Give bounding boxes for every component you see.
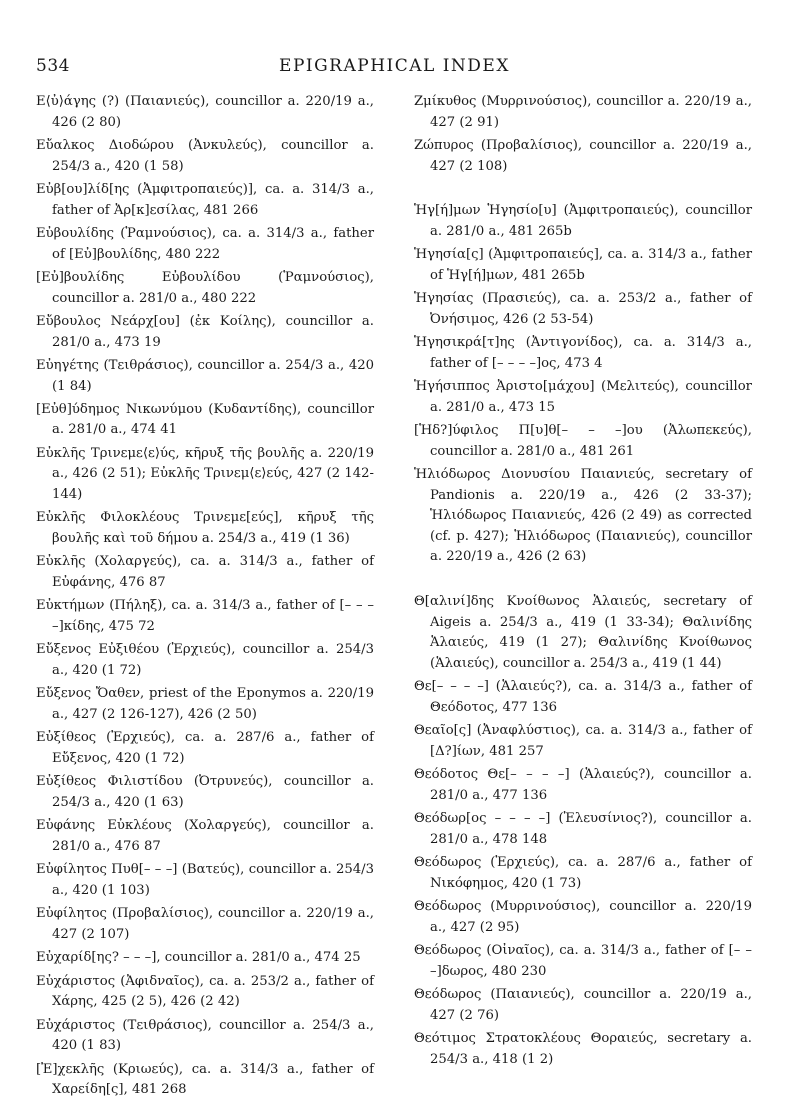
index-entry: Θεόδοτος Θε[– – – –] (Ἁλαιεύς?), councillor a. 281/0 a., 477 136 [414, 767, 752, 803]
index-entry: Εὐχάριστος (Ἀφιδναῖος), ca. a. 253/2 a., father of Χάρης, 425 (2 5), 426 (2 42) [36, 973, 374, 1010]
index-entry: Εὐβ[ου]λίδ[ης (Ἀμφιτροπαιεύς)], ca. a. 314/3 a., father of Ἀρ[κ]εσίλας, 481 266 [36, 181, 374, 218]
index-entry: Ἡγησία[ς] (Ἀμφιτροπαιεύς], ca. a. 314/3 a., father of Ἡγ[ή]μων, 481 265b [414, 247, 752, 283]
running-head: EPIGRAPHICAL INDEX [279, 56, 510, 76]
index-entry: Ἡγησίας (Πρασιεύς), ca. a. 253/2 a., father of Ὀνήσιμος, 426 (2 53-54) [414, 291, 752, 327]
index-entry: Θεαῖο[ς] (Ἀναφλύστιος), ca. a. 314/3 a., father of [Δ?]ίων, 481 257 [414, 723, 752, 759]
index-entry: Εὐβουλίδης (Ῥαμνούσιος), ca. a. 314/3 a., father of [Εὐ]βουλίδης, 480 222 [36, 225, 374, 262]
right-column [414, 92, 752, 1073]
index-entry: Εὐχαρίδ[ης? – – –], councillor a. 281/0 a., 474 25 [36, 950, 361, 966]
index-entry: [Ἐ]χεκλῆς (Κριωεύς), ca. a. 314/3 a., father of Χαρείδη[ς], 481 268 [36, 1061, 374, 1098]
index-entry: Εὐφίλητος Πυθ[– – –] (Βατεύς), councillor a. 254/3 a., 420 (1 103) [36, 862, 374, 898]
index-entry: Εὐηγέτης (Τειθράσιος), councillor a. 254/3 a., 420 (1 84) [36, 357, 374, 394]
index-entry: Εὐξίθεος (Ἐρχιεύς), ca. a. 287/6 a., father of Εὔξενος, 420 (1 72) [36, 730, 374, 766]
index-entry: [Ἡδ?]ύφιλος Π[υ]θ[– – –]ου (Ἀλωπεκεύς), councillor a. 281/0 a., 481 261 [414, 423, 752, 459]
index-entry: [Εὐ]βουλίδης Εὐβουλίδου (Ῥαμνούσιος), councillor a. 281/0 a., 480 222 [36, 269, 374, 306]
index-entry: Θεόδωρος (Παιανιεύς), councillor a. 220/19 a., 427 (2 76) [414, 987, 752, 1023]
index-entry: Εὔβουλος Νεάρχ[ου] (ἐκ Κοίλης), councillor a. 281/0 a., 473 19 [36, 313, 374, 350]
index-entry: Ἡγησικρά[τ]ης (Ἀντιγονίδος), ca. a. 314/3 a., father of [– – – –]ος, 473 4 [414, 335, 752, 371]
index-entry: Εὐκλῆς (Χολαργεύς), ca. a. 314/3 a., father of Εὐφάνης, 476 87 [36, 554, 374, 591]
index-entry: Θεότιμος Στρατοκλέους Θοραιεύς, secretary a. 254/3 a., 418 (1 2) [414, 1031, 752, 1067]
index-entry: Θεόδωρ[ος – – – –] (Ἐλευσίνιος?), councillor a. 281/0 a., 478 148 [414, 811, 752, 847]
index-entry: [Εὐθ]ύδημος Νικωνύμου (Κυδαντίδης), councillor a. 281/0 a., 474 41 [36, 401, 374, 438]
index-entry: Ζώπυρος (Προβαλίσιος), councillor a. 220/19 a., 427 (2 108) [414, 137, 752, 174]
page-number: 534 [36, 56, 70, 76]
index-entry: Ἡγ[ή]μων Ἡγησίο[υ] (Ἀμφιτροπαιεύς), councillor a. 281/0 a., 481 265b [414, 203, 752, 239]
index-entry: Θεόδωρος (Οἰναῖος), ca. a. 314/3 a., father of [– – –]δωρος, 480 230 [414, 943, 752, 979]
index-entry: Ἡλιόδωρος Διονυσίου Παιανιεύς, secretary of Pandionis a. 220/19 a., 426 (2 33-37); Ἡλιόδωρος Παιανιεύς, 426 (2 49) as corrected (cf. p. 427); Ἡλιόδωρος (Παιανιεύς), councillor a. 220/19 a., 426 (2 63) [414, 467, 752, 565]
index-entry: Εὔαλκος Διοδώρου (Ἀνκυλεύς), councillor a. 254/3 a., 420 (1 58) [36, 137, 374, 174]
index-entry: Εὐκλῆς Τρινεμε⟨ε⟩ύς, κῆρυξ τῆς βουλῆς a. 220/19 a., 426 (2 51); Εὐκλῆς Τρινεμ⟨ε⟩εύς, 427 (2 142-144) [36, 445, 374, 503]
index-entry: Θεόδωρος (Ἐρχιεύς), ca. a. 287/6 a., father of Νικόφημος, 420 (1 73) [414, 855, 752, 891]
index-entry: Εὐξίθεος Φιλιστίδου (Ὀτρυνεύς), councillor a. 254/3 a., 420 (1 63) [36, 774, 374, 810]
index-entry: Εὐκλῆς Φιλοκλέους Τρινεμε[εύς], κῆρυξ τῆς βουλῆς καὶ τοῦ δήμου a. 254/3 a., 419 (1 36) [36, 510, 374, 547]
index-entry: Θ[αλινί]δης Κνοίθωνος Ἁλαιεύς, secretary of Aigeis a. 254/3 a., 419 (1 33-34); Θαλινίδης Ἁλαιεύς, 419 (1 27); Θαλινίδης Κνοίθωνος (Ἁλαιεύς), councillor a. 254/3 a., 419 (1 44) [414, 594, 752, 671]
index-entry: Εὔξενος Ὄαθεν, priest of the Eponymos a. 220/19 a., 427 (2 126-127), 426 (2 50) [36, 686, 374, 722]
index-entry: Ε⟨ὐ⟩άγης (?) (Παιανιεύς), councillor a. 220/19 a., 426 (2 80) [36, 94, 374, 130]
index-entry: Θε[– – – –] (Ἁλαιεύς?), ca. a. 314/3 a., father of Θεόδοτος, 477 136 [414, 679, 752, 715]
index-entry: Ζμίκυθος (Μυρρινούσιος), councillor a. 220/19 a., 427 (2 91) [414, 94, 752, 130]
index-entry: Εὐκτήμων (Πήληξ), ca. a. 314/3 a., father of [– – – –]κίδης, 475 72 [36, 598, 374, 635]
index-entry: Θεόδωρος (Μυρρινούσιος), councillor a. 220/19 a., 427 (2 95) [414, 899, 752, 935]
index-entry: Εὐφίλητος (Προβαλίσιος), councillor a. 220/19 a., 427 (2 107) [36, 906, 374, 942]
index-entry: Ἡγήσιππος Ἀριστο[μάχου] (Μελιτεύς), councillor a. 281/0 a., 473 15 [414, 379, 752, 415]
index-entry: Εὐχάριστος (Τειθράσιος), councillor a. 254/3 a., 420 (1 83) [36, 1017, 374, 1054]
index-entry: Εὔξενος Εὐξιθέου (Ἐρχιεύς), councillor a. 254/3 a., 420 (1 72) [36, 642, 374, 678]
left-column [36, 92, 374, 1104]
index-entry: Εὐφάνης Εὐκλέους (Χολαργεύς), councillor a. 281/0 a., 476 87 [36, 818, 374, 854]
